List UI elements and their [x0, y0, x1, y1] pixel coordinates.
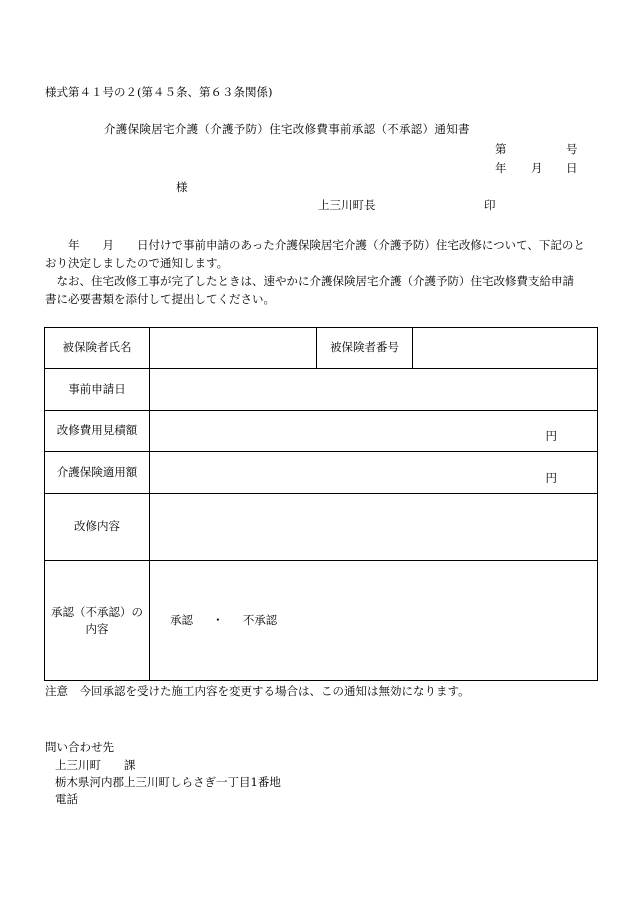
seal-mark: 印	[484, 198, 496, 212]
option-separator: ・	[212, 612, 224, 627]
contact-phone: 電話	[55, 792, 78, 806]
content-value	[150, 494, 598, 561]
application-date-label: 事前申請日	[45, 369, 150, 411]
insured-number-value	[413, 328, 598, 369]
estimate-label: 改修費用見積額	[45, 411, 150, 452]
body-line1-text: 日付けで事前申請のあった介護保険居宅介護（介護予防）住宅改修について、下記のとおり決定しましたので通知します。	[45, 238, 585, 270]
reject-option: 不承認	[242, 612, 278, 627]
note-text: 注意 今回承認を受けた施工内容を変更する場合は、この通知は無効になります。	[45, 684, 470, 698]
table-row	[45, 369, 598, 411]
addressee-suffix: 様	[176, 180, 188, 194]
doc-number-go: 号	[566, 142, 578, 156]
application-table	[44, 327, 598, 681]
approval-value	[150, 561, 598, 681]
contact-address: 栃木県河内郡上三川町しらさぎ一丁目1番地	[55, 775, 281, 789]
table-row	[45, 328, 598, 369]
body-line2-text: なお、住宅改修工事が完了したときは、速やかに介護保険居宅介護（介護予防）住宅改修費支給申請書に必要書類を添付して提出してください。	[45, 274, 574, 306]
form-number: 様式第４１号の２(第４５条、第６３条関係)	[45, 85, 273, 99]
insured-name-label: 被保険者氏名	[45, 328, 150, 369]
date-month: 月	[531, 161, 543, 175]
insured-number-label: 被保険者番号	[317, 328, 413, 369]
approval-label	[45, 561, 150, 681]
document-title: 介護保険居宅介護（介護予防）住宅改修費事前承認（不承認）通知書	[104, 122, 470, 136]
content-label: 改修内容	[45, 494, 150, 561]
body-paragraph	[45, 236, 585, 308]
table-row	[45, 411, 598, 452]
issuer-name: 上三川町長	[318, 198, 376, 212]
contact-dept: 上三川町 課	[55, 758, 136, 772]
insurance-amount-label: 介護保険適用額	[45, 452, 150, 494]
estimate-value	[150, 411, 598, 452]
yen-unit: 円	[545, 471, 557, 486]
date-year: 年	[495, 161, 507, 175]
approval-label-line2: 内容	[85, 621, 109, 636]
contact-heading: 問い合わせ先	[45, 740, 114, 754]
approval-label-line1: 承認（不承認）の	[51, 604, 143, 619]
application-date-value	[150, 369, 598, 411]
body-year: 年	[68, 238, 80, 252]
table-row	[45, 561, 598, 681]
body-month: 月	[102, 238, 114, 252]
date-day: 日	[566, 161, 578, 175]
insured-name-value	[150, 328, 317, 369]
table-row	[45, 452, 598, 494]
table-row	[45, 494, 598, 561]
doc-number-dai: 第	[495, 142, 507, 156]
approve-option: 承認	[170, 612, 193, 627]
yen-unit: 円	[545, 429, 557, 444]
insurance-amount-value	[150, 452, 598, 494]
